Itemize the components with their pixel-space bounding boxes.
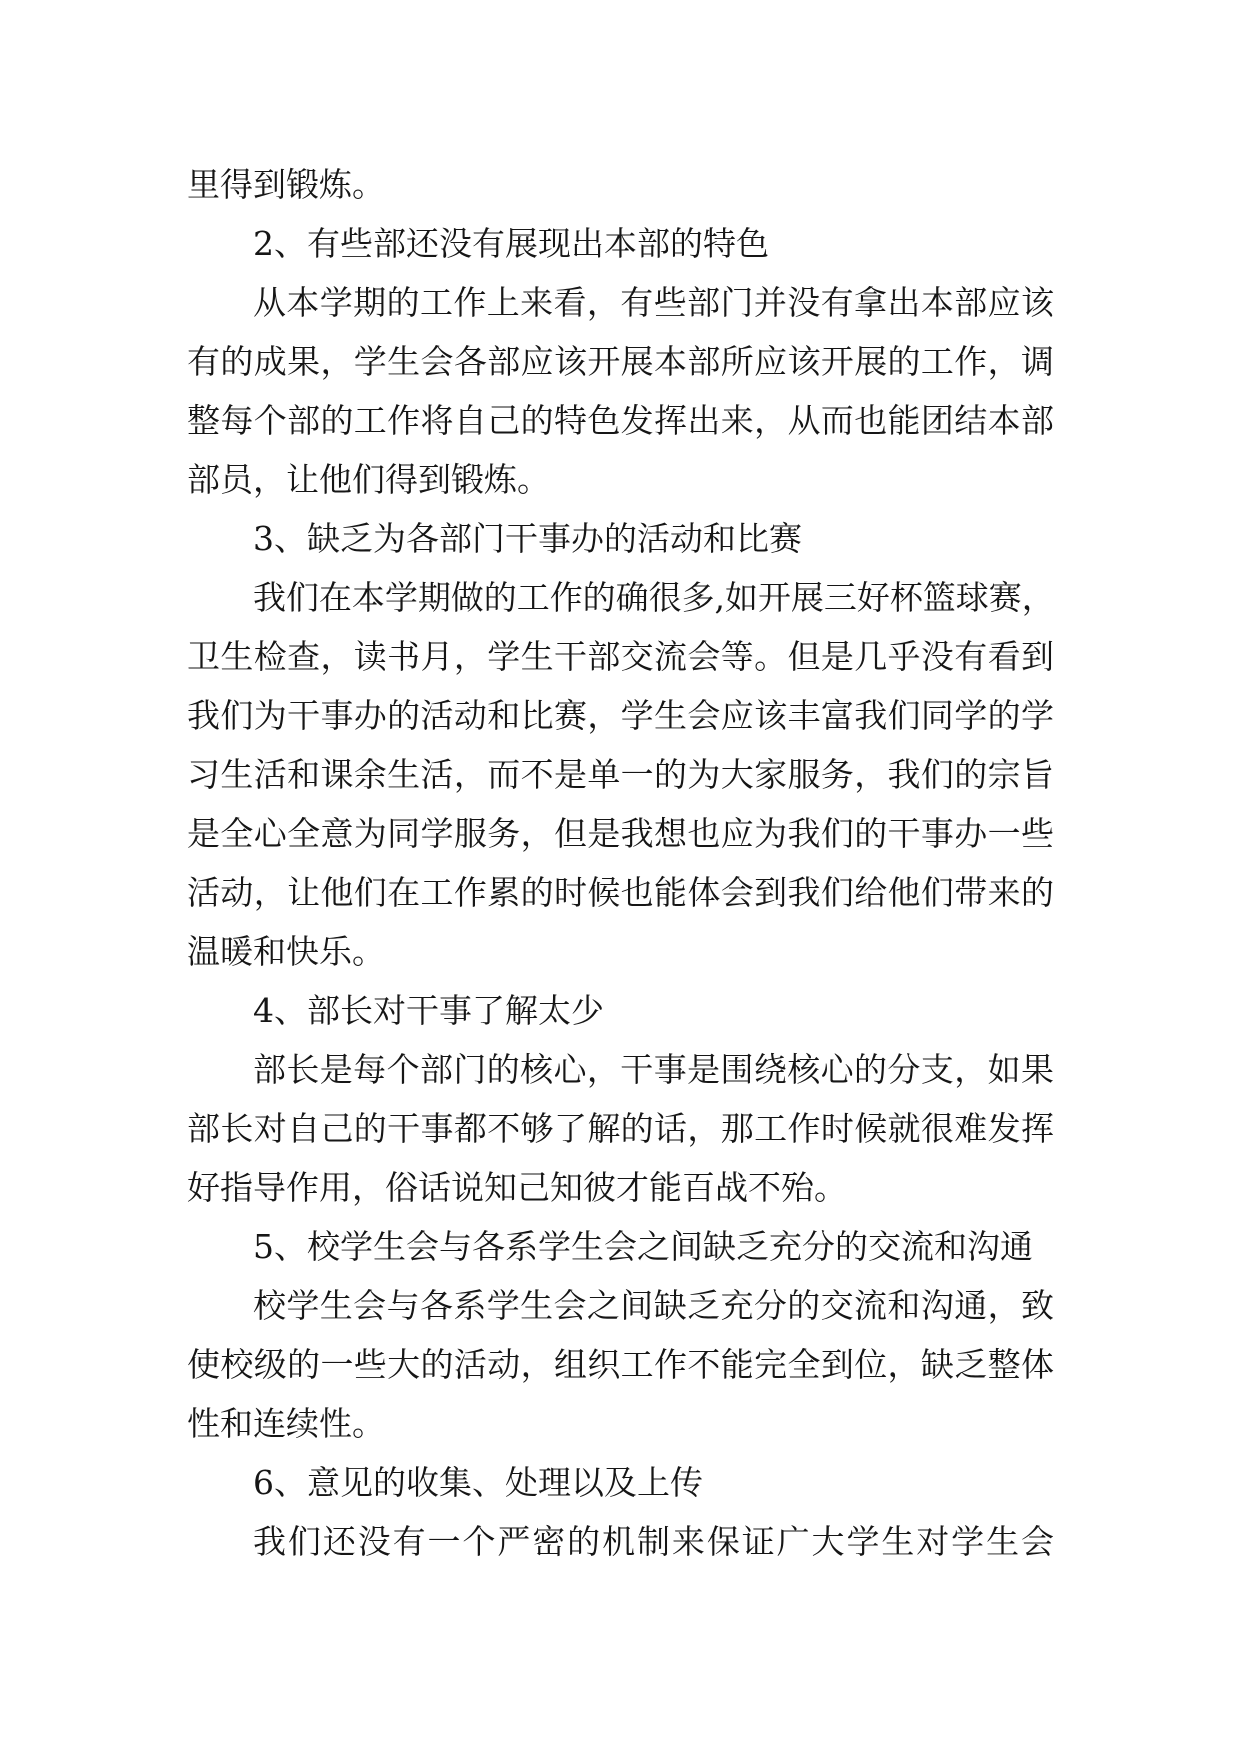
paragraph-line: 好指导作用，俗话说知己知彼才能百战不殆。	[187, 1168, 847, 1207]
paragraph-line: 活动，让他们在工作累的时候也能体会到我们给他们带来的	[187, 873, 1054, 912]
paragraph-line: 里得到锻炼。	[187, 165, 385, 204]
paragraph-line: 使校级的一些大的活动，组织工作不能完全到位，缺乏整体	[187, 1345, 1054, 1384]
paragraph-line: 温暖和快乐。	[187, 932, 385, 971]
section-heading: 5、校学生会与各系学生会之间缺乏充分的交流和沟通	[253, 1227, 1033, 1266]
paragraph-line: 部员，让他们得到锻炼。	[187, 460, 550, 499]
section-heading: 2、有些部还没有展现出本部的特色	[253, 224, 769, 263]
section-item	[187, 509, 1054, 981]
paragraph-line: 我们为干事办的活动和比赛，学生会应该丰富我们同学的学	[187, 696, 1054, 735]
section-heading: 4、部长对干事了解太少	[253, 991, 604, 1030]
paragraph-line: 部长对自己的干事都不够了解的话，那工作时候就很难发挥	[187, 1109, 1054, 1148]
section-item	[187, 1453, 1054, 1571]
paragraph-line: 习生活和课余生活，而不是单一的为大家服务，我们的宗旨	[187, 755, 1054, 794]
paragraph-line: 校学生会与各系学生会之间缺乏充分的交流和沟通，致	[253, 1286, 1054, 1325]
paragraph-line: 有的成果，学生会各部应该开展本部所应该开展的工作，调	[187, 342, 1054, 381]
continued-paragraph	[187, 155, 1054, 214]
paragraph-line: 整每个部的工作将自己的特色发挥出来，从而也能团结本部	[187, 401, 1054, 440]
section-heading: 6、意见的收集、处理以及上传	[253, 1463, 703, 1502]
paragraph-line: 我们在本学期做的工作的确很多,如开展三好杯篮球赛，	[253, 578, 1054, 617]
document-body	[187, 155, 1054, 1571]
paragraph-line: 是全心全意为同学服务，但是我想也应为我们的干事办一些	[187, 814, 1054, 853]
section-item	[187, 1217, 1054, 1453]
section-item	[187, 981, 1054, 1217]
paragraph-line: 部长是每个部门的核心，干事是围绕核心的分支，如果	[253, 1050, 1054, 1089]
section-item	[187, 214, 1054, 509]
paragraph-line: 我们还没有一个严密的机制来保证广大学生对学生会	[253, 1522, 1054, 1561]
paragraph-line: 性和连续性。	[187, 1404, 385, 1443]
paragraph-line: 卫生检查，读书月，学生干部交流会等。但是几乎没有看到	[187, 637, 1054, 676]
section-heading: 3、缺乏为各部门干事办的活动和比赛	[253, 519, 802, 558]
paragraph-line: 从本学期的工作上来看，有些部门并没有拿出本部应该	[253, 283, 1054, 322]
